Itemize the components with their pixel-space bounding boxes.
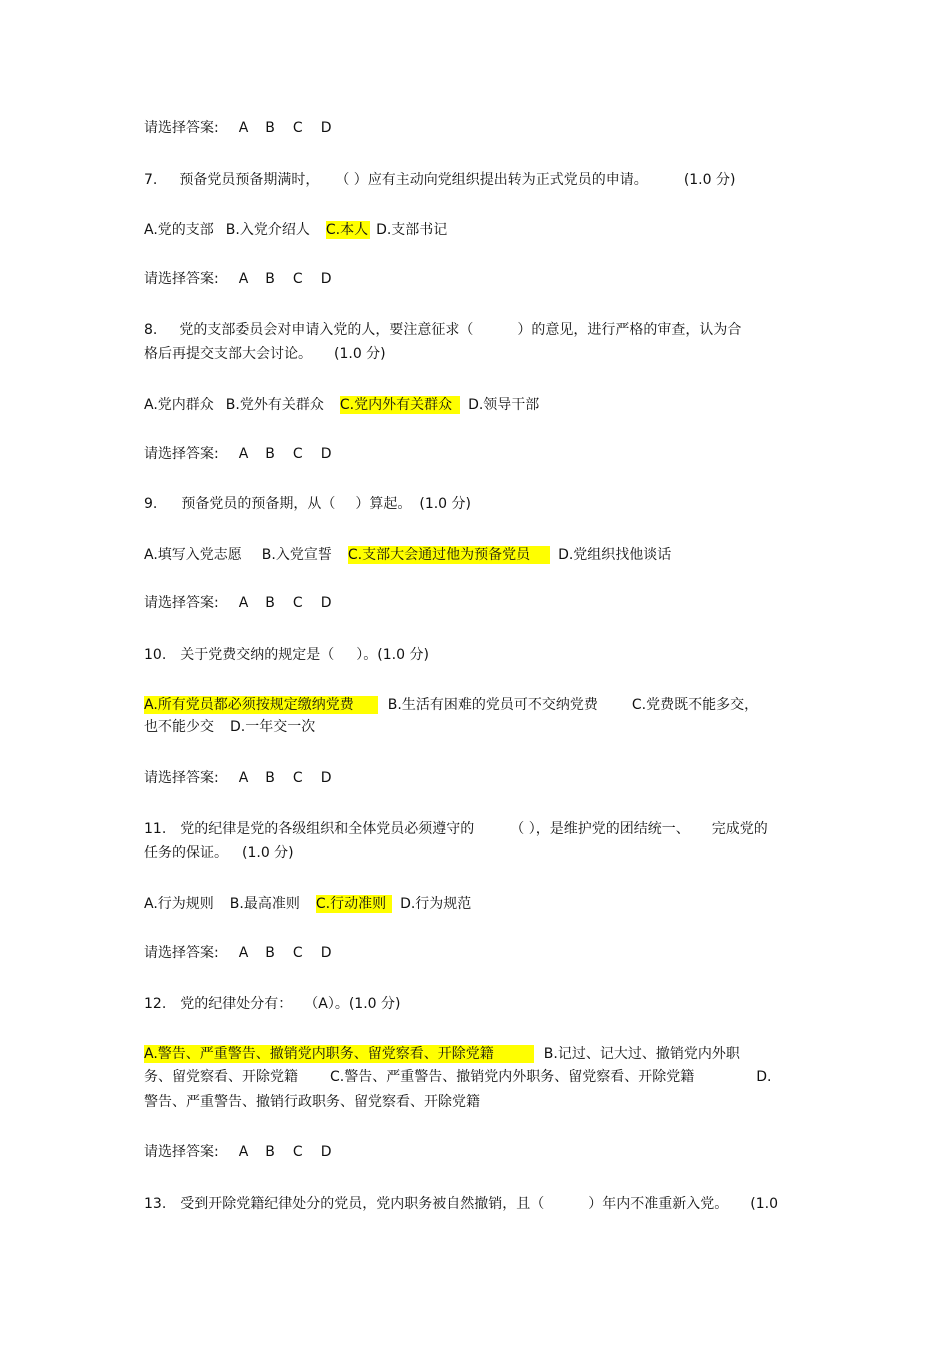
question-score: (1.0 分): [683, 172, 736, 188]
question-13: [144, 1195, 778, 1213]
option-b[interactable]: B.最高准则: [229, 896, 300, 912]
option-b[interactable]: B.党外有关群众: [225, 397, 324, 413]
question-8-line2: [144, 345, 386, 363]
option-c-selected[interactable]: C.支部大会通过他为预备党员: [348, 546, 550, 564]
answer-option-a[interactable]: A: [238, 1144, 249, 1160]
question-score: (1.0 分): [419, 496, 471, 512]
answer-option-d[interactable]: D: [320, 120, 332, 136]
answer-option-c[interactable]: C: [292, 446, 303, 462]
question-text: 任务的保证。: [144, 845, 228, 861]
option-a[interactable]: A.党内群众: [144, 397, 214, 413]
answer-row-q11: [144, 944, 331, 962]
option-b[interactable]: B.入党宣誓: [261, 547, 332, 563]
question-number: 8.: [144, 322, 158, 338]
options-q9: [144, 546, 671, 564]
answer-option-d[interactable]: D: [320, 1144, 332, 1160]
question-score: (1.0 分): [334, 346, 386, 362]
answer-option-d[interactable]: D: [320, 770, 332, 786]
question-text: （ ），是维护党的团结统一、: [510, 821, 690, 837]
question-number: 7.: [144, 172, 158, 188]
option-b-continued[interactable]: 务、留党察看、开除党籍: [144, 1069, 298, 1085]
option-d[interactable]: D.: [756, 1069, 772, 1085]
answer-row-q6: [144, 119, 331, 137]
question-text: 完成党的: [711, 821, 768, 837]
question-9: [144, 495, 471, 513]
option-c-selected[interactable]: C.党内外有关群众: [340, 396, 460, 414]
question-text: 预备党员的预备期，从（: [181, 496, 336, 512]
question-number: 13.: [144, 1196, 167, 1212]
answer-option-d[interactable]: D: [320, 595, 332, 611]
question-11-line2: [144, 844, 294, 862]
option-c[interactable]: C.警告、严重警告、撤销党内外职务、留党察看、开除党籍: [330, 1069, 695, 1085]
question-8: [144, 321, 741, 339]
option-c-selected[interactable]: C.行动准则: [316, 895, 392, 913]
question-text: ）。(1.0 分): [356, 647, 429, 663]
answer-prompt: 请选择答案:: [144, 945, 219, 961]
question-12: [144, 995, 400, 1013]
option-b[interactable]: B.入党介绍人: [225, 222, 310, 238]
question-number: 10.: [144, 647, 167, 663]
question-text: 关于党费交纳的规定是（: [180, 647, 335, 663]
option-d[interactable]: D.支部书记: [376, 222, 448, 238]
option-a-selected[interactable]: A.所有党员都必须按规定缴纳党费: [144, 696, 378, 714]
options-q8: [144, 396, 539, 414]
option-c-continued[interactable]: 也不能少交: [144, 719, 214, 735]
option-b[interactable]: B.生活有困难的党员可不交纳党费: [387, 697, 598, 713]
answer-option-a[interactable]: A: [238, 770, 249, 786]
question-text: 党的纪律处分有：: [180, 996, 293, 1012]
options-q10-line2: [144, 718, 315, 736]
option-a-selected[interactable]: A.警告、严重警告、撤销党内职务、留党察看、开除党籍: [144, 1045, 534, 1063]
question-text: ）年内不准重新入党。: [588, 1196, 729, 1212]
answer-prompt: 请选择答案:: [144, 271, 219, 287]
option-a[interactable]: A.填写入党志愿: [144, 547, 242, 563]
question-text: 党的支部委员会对申请入党的人，要注意征求（: [179, 322, 474, 338]
option-d-continued[interactable]: 警告、严重警告、撤销行政职务、留党察看、开除党籍: [144, 1094, 480, 1110]
answer-row-q8: [144, 445, 331, 463]
question-text: 应有主动向党组织提出转为正式党员的申请。: [367, 172, 648, 188]
question-11: [144, 820, 768, 838]
answer-row-q12: [144, 1143, 331, 1161]
option-d[interactable]: D.领导干部: [468, 397, 540, 413]
question-10: [144, 646, 429, 664]
answer-option-b[interactable]: B: [265, 595, 275, 611]
answer-option-b[interactable]: B: [265, 945, 275, 961]
question-text: 党的纪律是党的各级组织和全体党员必须遵守的: [180, 821, 475, 837]
answer-option-b[interactable]: B: [265, 1144, 275, 1160]
answer-prompt: 请选择答案:: [144, 1144, 219, 1160]
question-score: (1.0 分): [242, 845, 294, 861]
answer-option-a[interactable]: A: [238, 446, 249, 462]
option-d[interactable]: D.一年交一次: [230, 719, 316, 735]
answer-row-q9: [144, 594, 331, 612]
answer-option-b[interactable]: B: [265, 770, 275, 786]
option-c-selected[interactable]: C.本人: [325, 222, 369, 238]
option-d[interactable]: D.党组织找他谈话: [558, 547, 672, 563]
options-q12: [144, 1045, 740, 1063]
answer-option-b[interactable]: B: [265, 446, 275, 462]
answer-option-c[interactable]: C: [292, 945, 303, 961]
answer-option-b[interactable]: B: [265, 120, 275, 136]
answer-option-c[interactable]: C: [292, 1144, 303, 1160]
question-number: 9.: [144, 496, 158, 512]
question-text: ）的意见，进行严格的审查，认为合: [517, 322, 742, 338]
answer-row-q10: [144, 769, 331, 787]
options-q7: [144, 221, 447, 239]
question-text: 格后再提交支部大会讨论。: [144, 346, 312, 362]
question-7: [144, 171, 735, 189]
options-q12-line2: [144, 1068, 771, 1086]
question-text: 预备党员预备期满时，: [179, 172, 320, 188]
answer-row-q7: [144, 270, 331, 288]
question-number: 11.: [144, 821, 167, 837]
answer-option-a[interactable]: A: [238, 945, 249, 961]
answer-option-d[interactable]: D: [320, 446, 332, 462]
options-q11: [144, 895, 471, 913]
option-b[interactable]: B.记过、记大过、撤销党内外职: [543, 1046, 740, 1062]
answer-option-a[interactable]: A: [238, 271, 249, 287]
answer-option-a[interactable]: A: [238, 120, 249, 136]
answer-option-c[interactable]: C: [292, 770, 303, 786]
answer-option-c[interactable]: C: [292, 271, 303, 287]
answer-option-d[interactable]: D: [320, 945, 332, 961]
option-c[interactable]: C.党费既不能多交，: [631, 697, 759, 713]
answer-option-b[interactable]: B: [265, 271, 275, 287]
answer-option-a[interactable]: A: [238, 595, 249, 611]
option-a[interactable]: A.党的支部: [144, 222, 214, 238]
question-text: （A）。(1.0 分): [304, 996, 401, 1012]
options-q10: [144, 696, 758, 714]
option-a[interactable]: A.行为规则: [144, 896, 214, 912]
answer-prompt: 请选择答案:: [144, 770, 219, 786]
answer-option-c[interactable]: C: [292, 120, 303, 136]
answer-prompt: 请选择答案:: [144, 595, 219, 611]
question-score: (1.0: [750, 1196, 778, 1212]
question-text: ）算起。: [355, 496, 412, 512]
question-text: 受到开除党籍纪律处分的党员，党内职务被自然撤销，且（: [180, 1196, 545, 1212]
options-q12-line3: [144, 1093, 480, 1111]
answer-prompt: 请选择答案:: [144, 446, 219, 462]
option-d[interactable]: D.行为规范: [400, 896, 472, 912]
question-number: 12.: [144, 996, 167, 1012]
answer-prompt: 请选择答案:: [144, 120, 219, 136]
answer-option-d[interactable]: D: [320, 271, 332, 287]
question-blank: （ ）: [335, 172, 368, 188]
answer-option-c[interactable]: C: [292, 595, 303, 611]
